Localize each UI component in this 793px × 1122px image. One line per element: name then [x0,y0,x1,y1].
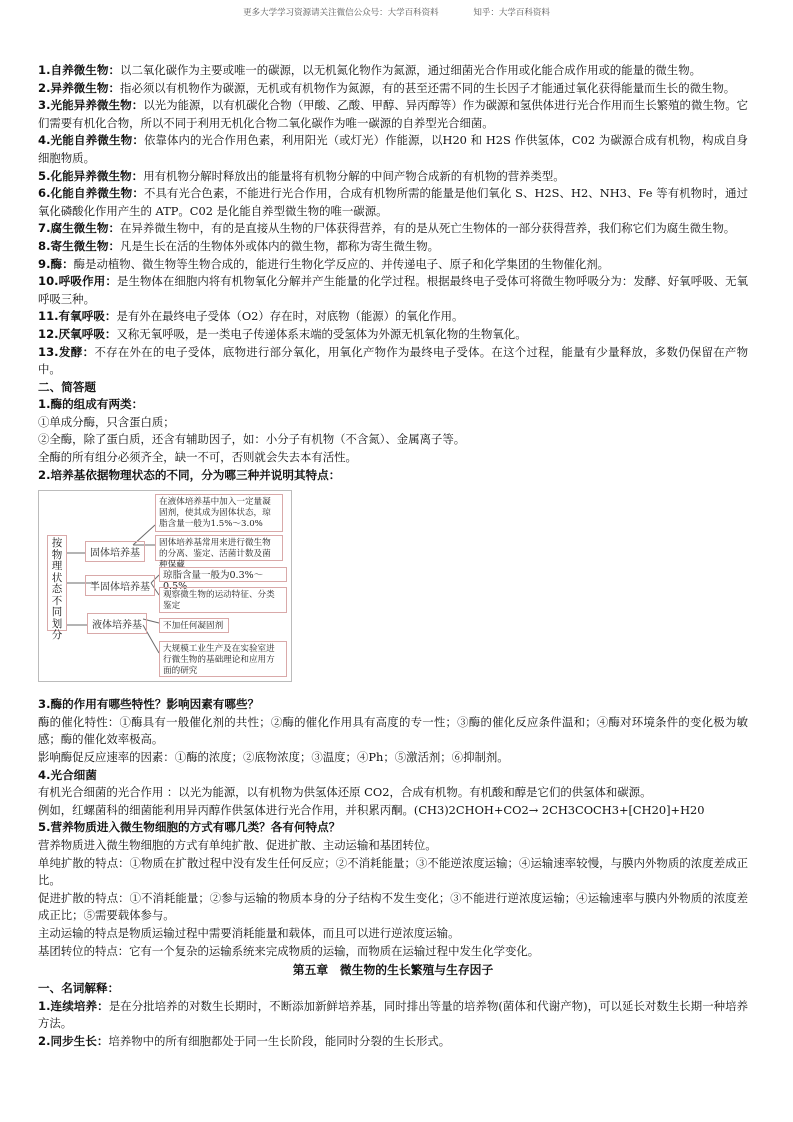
answer-line: 主动运输的特点是物质运输过程中需要消耗能量和载体，而且可以进行逆浓度运输。 [38,925,460,940]
definition-text: 酶是动植物、微生物等生物合成的，能进行生物化学反应的、并传递电子、原子和化学集团的生物催化剂。 [73,256,610,271]
header-left-text: 更多大学学习资源请关注微信公众号：大学百科资料 [243,8,439,18]
definition-text: 又称无氧呼吸，是一类电子传递体系末端的受氢体为外源无机氧化物的生物氧化。 [116,326,527,341]
definition-text: 不具有光合色素，不能进行光合作用，合成有机物所需的能量是他们氧化 S、H2S、H2、NH3、Fe 等有机物时，通过氧化磷酸化作用产生的 ATP。C02 是化能自养型微生物的唯一碳源。 [38,186,748,218]
definition-item [38,185,748,220]
definition-item [38,344,748,379]
definition-term: 6.化能自养微生物： [38,186,145,201]
definitions-list [38,62,748,379]
definition-item [38,132,748,167]
definition-item [38,238,748,256]
definition-item [38,256,748,274]
definition-text: 依靠体内的光合作用色素，利用阳光（或灯光）作能源，以H20 和 H2S 作供氢体，C02 为碳源合成有机物，构成自身细胞物质。 [38,133,748,165]
document-body [38,62,748,1051]
definition-term: 2.同步生长： [38,1033,109,1048]
question-title: 3.酶的作用有哪些特性？影响因素有哪些？ [38,697,260,712]
liquid-note-1: 不加任何凝固剂 [159,618,229,633]
answer-line: 基团转位的特点：它有一个复杂的运输系统来完成物质的运输，而物质在运输过程中发生化学变化。 [38,943,540,958]
definition-item [38,998,748,1033]
answer-line: 例如，红螺菌科的细菌能利用异丙醇作供氢体进行光合作用，并积累丙酮。(CH3)2CHOH+CO2→ 2CH3COCH3+[CH20]+H20 [38,802,705,817]
definition-term: 5.化能异养微生物： [38,168,144,183]
definition-term: 2.异养微生物： [38,80,121,95]
definition-text: 用有机物分解时释放出的能量将有机物分解的中间产物合成新的有机物的营养类型。 [143,168,565,183]
definition-term: 3.光能异养微生物： [38,98,144,113]
definition-term: 8.寄生微生物： [38,238,121,253]
diagram-root-label: 按物理状态不同划分 [47,535,67,631]
question-title: 2.培养基依据物理状态的不同，分为哪三种并说明其特点： [38,467,341,482]
definition-text: 是生物体在细胞内将有机物氧化分解并产生能量的化学过程。根据最终电子受体可将微生物呼吸分为：发酵、好氧呼吸、无氧呼吸三种。 [38,274,748,306]
definition-item [38,308,748,326]
definition-term: 7.腐生微生物： [38,221,121,236]
definition-item [38,62,748,80]
definition-term: 1.自养微生物： [38,63,121,77]
section-heading: 一、名词解释： [38,981,120,996]
question-title: 4.光合细菌 [38,767,97,782]
definition-term: 11.有氧呼吸： [38,309,117,324]
chapter-title: 第五章 微生物的生长繁殖与生存因子 [292,963,494,978]
answer-line: 全酶的所有组分必须齐全，缺一不可，否则就会失去本有活性。 [38,450,357,465]
definition-term: 1.连续培养： [38,998,109,1013]
semisolid-note-1: 琼脂含量一般为0.3%～0.5% [159,567,287,582]
definition-item [38,1033,748,1051]
liquid-medium-label: 液体培养基 [87,613,147,634]
answer-line: 促进扩散的特点：①不消耗能量；②参与运输的物质本身的分子结构不发生变化；③不能进行逆浓度运输；④运输速率与膜内外物质的浓度差成正比；⑤需要载体参与。 [38,890,748,923]
definition-text: 以光为能源，以有机碳化合物（甲酸、乙酸、甲醇、异丙醇等）作为碳源和氢供体进行光合作用而生长繁殖的微生物。它们需要有机化合物，所以不同于利用无机化合物二氧化碳作为唯一碳源的自养型光合细菌。 [38,98,748,130]
answer-line: 影响酶促反应速率的因素：①酶的浓度；②底物浓度；③温度；④Ph；⑤激活剂；⑥抑制剂。 [38,750,509,765]
definition-text: 在异养微生物中，有的是直接从生物的尸体获得营养，有的是从死亡生物体的一部分获得营养，我们称它们为腐生微生物。 [120,221,736,236]
definition-text: 是有外在最终电子受体（O2）存在时，对底物（能源）的氧化作用。 [116,309,464,324]
definition-term: 12.厌氧呼吸： [38,326,117,341]
definition-item [38,273,748,308]
section-heading: 二、简答题 [38,379,96,394]
question-title: 1.酶的组成有两类： [38,397,144,412]
definition-term: 9.酶： [38,256,74,271]
solid-medium-label: 固体培养基 [85,541,145,562]
answer-line: 有机光合细菌的光合作用 ：以光为能源，以有机物为供氢体还原 CO2，合成有机物。有机酸和醇是它们的供氢体和碳源。 [38,785,652,800]
solid-note-2: 固体培养基常用来进行微生物的分离、鉴定、活菌计数及菌种保藏 [155,535,283,561]
answer-line: ②全酶，除了蛋白质，还含有辅助因子，如：小分子有机物（不含氮）、金属离子等。 [38,432,466,447]
answer-line: 酶的催化特性：①酶具有一般催化剂的共性；②酶的催化作用具有高度的专一性；③酶的催化反应条件温和；④酶对环境条件的变化极为敏感；酶的催化效率极高。 [38,714,748,747]
culture-medium-diagram [38,490,292,682]
definition-term: 10.呼吸作用： [38,274,118,289]
definition-item [38,97,748,132]
definition-term: 4.光能自养微生物： [38,133,145,148]
definition-text: 以二氧化碳作为主要或唯一的碳源，以无机氮化物作为氮源，通过细菌光合作用或化能合成作用或的能量的微生物。 [120,63,701,77]
liquid-note-2: 大规模工业生产及在实验室进行微生物的基础理论和应用方面的研究 [159,641,287,677]
definition-text: 凡是生长在活的生物体外或体内的微生物，都称为寄生微生物。 [120,238,439,253]
definition-item [38,326,748,344]
definition-item [38,220,748,238]
definition-text: 培养物中的所有细胞都处于同一生长阶段，能同时分裂的生长形式。 [108,1033,451,1048]
header-right-text: 知乎：大学百科资料 [473,8,550,18]
definition-text: 是在分批培养的对数生长期时，不断添加新鲜培养基，同时排出等量的培养物(菌体和代谢产物)，可以延长对数生长期一种培养方法。 [38,998,748,1031]
definition-term: 13.发酵： [38,344,95,359]
definition-text: 不存在外在的电子受体，底物进行部分氧化，用氧化产物作为最终电子受体。在这个过程，能量有少量释放，多数仍保留在产物中。 [38,344,748,377]
definition-item [38,168,748,186]
solid-note-1: 在液体培养基中加入一定量凝固剂，使其成为固体状态，琼脂含量一般为1.5%～3.0% [155,494,283,532]
answer-line: 单纯扩散的特点：①物质在扩散过程中没有发生任何反应；②不消耗能量；③不能逆浓度运输；④运输速率较慢，与膜内外物质的浓度差成正比。 [38,855,748,888]
answer-line: ①单成分酶，只含蛋白质； [38,414,175,429]
page-header [0,6,793,18]
answer-line: 营养物质进入微生物细胞的方式有单纯扩散、促进扩散、主动运输和基团转位。 [38,838,437,852]
definition-item [38,80,748,98]
definition-text: 指必须以有机物作为碳源，无机或有机物作为氮源，有的甚至还需不同的生长因子才能通过氧化获得能量而生长的微生物。 [120,80,736,95]
question-title: 5.营养物质进入微生物细胞的方式有哪几类？各有何特点？ [38,820,341,835]
semisolid-medium-label: 半固体培养基 [85,575,155,596]
semisolid-note-2: 观察微生物的运动特征、分类鉴定 [159,587,287,613]
